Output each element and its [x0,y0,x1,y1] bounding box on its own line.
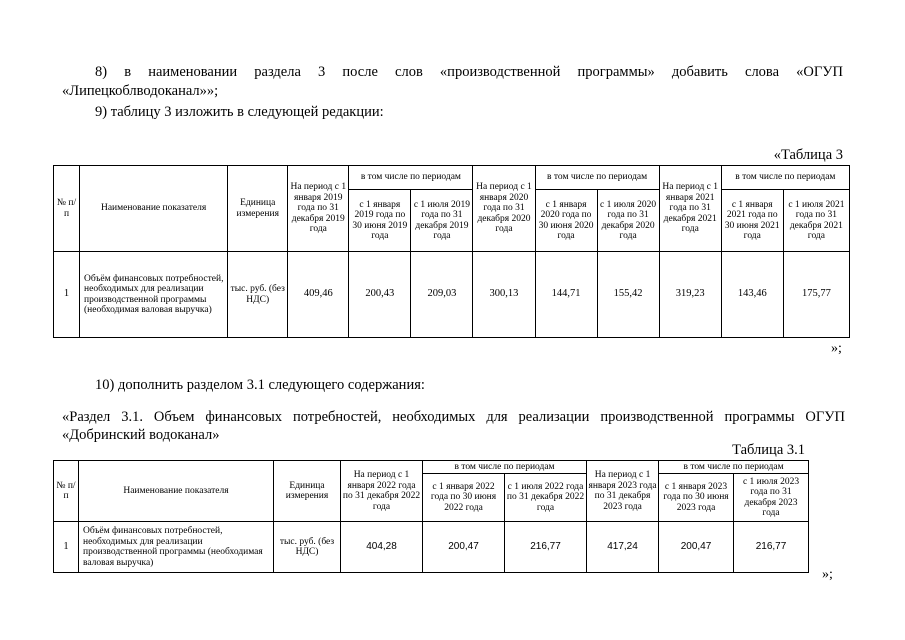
value-2022-h2: 216,77 [505,522,587,573]
header-2022-h1: с 1 января 2022 года по 30 июня 2022 года [423,474,505,522]
header-period-2019: На период с 1 января 2019 года по 31 декабря 2019 года [288,166,349,252]
value-2019-h2: 209,03 [411,252,473,338]
value-2023-h1: 200,47 [659,522,734,573]
header-2020-h1: с 1 января 2020 года по 30 июня 2020 года [535,190,597,252]
header-2023-h2: с 1 июля 2023 года по 31 декабря 2023 года [734,474,809,522]
header-2019-h1: с 1 января 2019 года по 30 июня 2019 года [349,190,411,252]
header-2020-h2: с 1 июля 2020 года по 31 декабря 2020 года [597,190,659,252]
header-period-2020: На период с 1 января 2020 года по 31 декабря 2020 года [473,166,535,252]
row-indicator-name: Объём финансовых потребностей, необходимых для реализации производственной программы (необходимая валовая выручка) [80,252,228,338]
paragraph-8-line-2: «Липецкоблводоканал»»; [62,83,219,99]
header-period-2021: На период с 1 января 2021 года по 31 декабря 2021 года [659,166,721,252]
header-period-2022: На период с 1 января 2022 года по 31 декабря 2022 года [341,461,423,522]
header-indicator-name: Наименование показателя [79,461,274,522]
header-number: № п/п [54,166,80,252]
value-2019-h1: 200,43 [349,252,411,338]
paragraph-10: 10) дополнить разделом 3.1 следующего содержания: [95,377,425,393]
value-2021: 319,23 [659,252,721,338]
value-2023-h2: 216,77 [734,522,809,573]
table-row [54,252,850,338]
table-3-closing-mark: »; [831,341,842,356]
header-2023-h1: с 1 января 2023 года по 30 июня 2023 года [659,474,734,522]
header-period-2023: На период с 1 января 2023 года по 31 декабря 2023 года [587,461,659,522]
header-2021-h2: с 1 июля 2021 года по 31 декабря 2021 года [783,190,849,252]
paragraph-9: 9) таблицу 3 изложить в следующей редакции: [95,104,384,120]
table-3-1 [53,460,809,573]
table-3-caption: «Таблица 3 [773,147,843,163]
section-3-1-title-line-2: «Добринский водоканал» [62,427,220,443]
table-3-1-caption: Таблица 3.1 [732,442,805,458]
value-2023: 417,24 [587,522,659,573]
row-unit: тыс. руб. (без НДС) [228,252,288,338]
header-in-periods-2022: в том числе по периодам [423,461,587,474]
row-number: 1 [54,522,79,573]
table-3-1-closing-mark: »; [822,567,833,582]
section-3-1-title-line-1: «Раздел 3.1. Объем финансовых потребностей, необходимых для реализации производственной программы ОГУП [62,409,845,425]
value-2021-h1: 143,46 [721,252,783,338]
row-unit: тыс. руб. (без НДС) [274,522,341,573]
value-2022-h1: 200,47 [423,522,505,573]
value-2021-h2: 175,77 [783,252,849,338]
header-unit: Единица измерения [228,166,288,252]
header-number: № п/п [54,461,79,522]
header-in-periods-2020: в том числе по периодам [535,166,659,190]
value-2019: 409,46 [288,252,349,338]
header-in-periods-2019: в том числе по периодам [349,166,473,190]
value-2020: 300,13 [473,252,535,338]
paragraph-8-line-1: 8) в наименовании раздела 3 после слов «производственной программы» добавить слова «ОГУП [95,64,843,80]
header-2021-h1: с 1 января 2021 года по 30 июня 2021 года [721,190,783,252]
header-in-periods-2023: в том числе по периодам [659,461,809,474]
value-2022: 404,28 [341,522,423,573]
row-indicator-name: Объём финансовых потребностей, необходимых для реализации производственной программы (необходимая валовая выручка) [79,522,274,573]
row-number: 1 [54,252,80,338]
header-indicator-name: Наименование показателя [80,166,228,252]
value-2020-h2: 155,42 [597,252,659,338]
header-2019-h2: с 1 июля 2019 года по 31 декабря 2019 года [411,190,473,252]
table-row [54,522,809,573]
header-in-periods-2021: в том числе по периодам [721,166,849,190]
header-unit: Единица измерения [274,461,341,522]
value-2020-h1: 144,71 [535,252,597,338]
table-3 [53,165,850,338]
header-2022-h2: с 1 июля 2022 года по 31 декабря 2022 года [505,474,587,522]
